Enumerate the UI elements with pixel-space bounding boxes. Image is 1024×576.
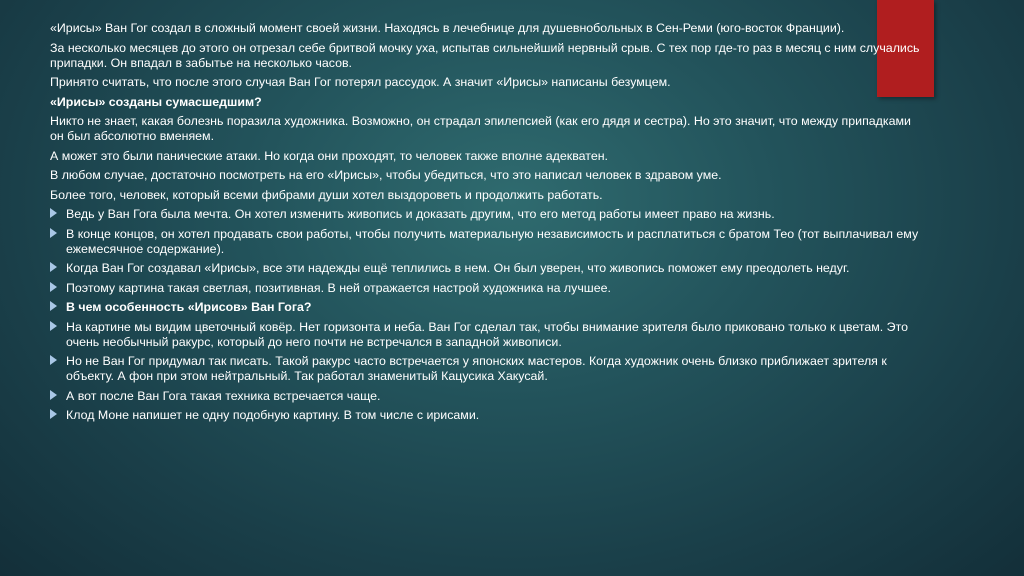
bullet-item: Когда Ван Гог создавал «Ирисы», все эти надежды ещё теплились в нем. Он был уверен, что живопись поможет ему преодолеть недуг. [50, 261, 920, 276]
subheading-madman: «Ирисы» созданы сумасшедшим? [50, 94, 262, 109]
paragraph-lost-mind: Принято считать, что после этого случая Ван Гог потерял рассудок. А значит «Ирисы» написаны безумцем. [50, 75, 671, 89]
bullet-arrow-icon [50, 355, 57, 365]
bullet-item: Но не Ван Гог придумал так писать. Такой ракурс часто встречается у японских мастеров. Когда художник очень близко приближает зрителя к объекту. А фон при этом нейтральный. Так работал знаменитый Кацусика Хакусай. [50, 354, 920, 384]
bullet-item: В конце концов, он хотел продавать свои работы, чтобы получить материальную независимость и расплатиться с братом Тео (тот выплачивал ему ежемесячное содержание). [50, 227, 920, 257]
paragraph-intro: «Ирисы» Ван Гог создал в сложный момент своей жизни. Находясь в лечебнице для душевнобольных в Сен-Реми (юго-восток Франции). [50, 21, 845, 35]
paragraph-epilepsy: Никто не знает, какая болезнь поразила художника. Возможно, он страдал эпилепсией (как его дядя и сестра). Но это значит, что между припадками он был абсолютно вменяем. [50, 114, 911, 143]
bullet-arrow-icon [50, 390, 57, 400]
bullet-item: На картине мы видим цветочный ковёр. Нет горизонта и неба. Ван Гог сделал так, чтобы внимание зрителя было приковано только к цветам. Это очень необычный ракурс, который до него почти не встречался в западной живописи. [50, 320, 920, 350]
paragraph-sane-mind: В любом случае, достаточно посмотреть на его «Ирисы», чтобы убедиться, что это написал человек в здравом уме. [50, 168, 722, 182]
bullet-arrow-icon [50, 208, 57, 218]
bullet-item: Клод Моне напишет не одну подобную картину. В том числе с ирисами. [50, 408, 920, 423]
paragraph-ear-incident: За несколько месяцев до этого он отрезал себе бритвой мочку уха, испытав сильнейший нервный срыв. С тех пор где-то раз в месяц с ним случались припадки. Он впадал в забытье на несколько часов. [50, 40, 920, 70]
bullet-item: Поэтому картина такая светлая, позитивная. В ней отражается настрой художника на лучшее. [50, 281, 920, 296]
bullet-arrow-icon [50, 262, 57, 272]
bullet-arrow-icon [50, 321, 57, 331]
bullet-arrow-icon [50, 228, 57, 238]
bullet-arrow-icon [50, 409, 57, 419]
slide-text-body [50, 21, 920, 428]
bullet-arrow-icon [50, 301, 57, 311]
bullet-arrow-icon [50, 282, 57, 292]
bullet-item: А вот после Ван Гога такая техника встречается чаще. [50, 389, 920, 404]
paragraph-panic-attacks: А может это были панические атаки. Но когда они проходят, то человек также вполне адекватен. [50, 148, 608, 163]
bullet-item-heading: В чем особенность «Ирисов» Ван Гога? [50, 300, 920, 315]
paragraph-wanted-recover: Более того, человек, который всеми фибрами души хотел выздороветь и продолжить работать. [50, 187, 603, 202]
bullet-item: Ведь у Ван Гога была мечта. Он хотел изменить живопись и доказать другим, что его метод работы имеет право на жизнь. [50, 207, 920, 222]
